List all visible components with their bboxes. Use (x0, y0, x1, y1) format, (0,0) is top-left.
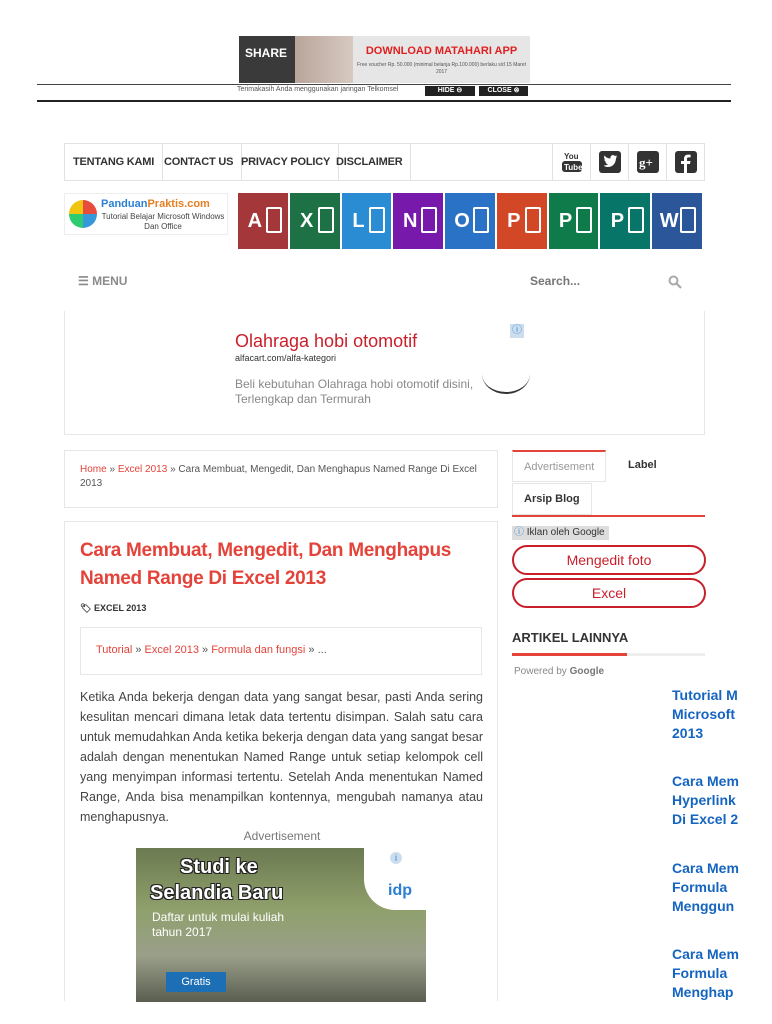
article-title: Cara Membuat, Mengedit, Dan Menghapus Named Range Di Excel 2013 (80, 540, 452, 589)
advert-gratis-button[interactable]: Gratis (166, 972, 226, 992)
related-heading: ARTIKEL LAINNYA (512, 630, 629, 645)
article-label[interactable] (80, 603, 146, 614)
search-input[interactable] (530, 274, 660, 288)
tutorial-crumb-ellipsis: ... (317, 644, 327, 656)
top-ad-banner[interactable] (239, 36, 530, 83)
office-app-tile (445, 193, 497, 249)
related-line: Formula (672, 879, 728, 895)
ads-by-google-text: Iklan oleh Google (526, 527, 605, 538)
document-icon (266, 207, 282, 233)
logo-mark (69, 200, 97, 228)
related-article-4[interactable] (672, 945, 772, 1000)
breadcrumb-separator: » (167, 464, 179, 475)
office-app-tile (652, 193, 704, 249)
idp-logo (364, 848, 426, 910)
office-app-letter: P (558, 209, 573, 232)
site-logo[interactable] (64, 193, 228, 235)
ad-info-icon[interactable]: ⓘ (512, 325, 522, 336)
nav-tentang-kami[interactable]: TENTANG KAMI (65, 144, 163, 180)
ads-by-google[interactable] (512, 526, 609, 540)
divider-accent (512, 653, 627, 656)
document-icon (680, 207, 696, 233)
office-app-letter: A (247, 209, 263, 232)
article-body: Ketika Anda bekerja dengan data yang sangat besar, pasti Anda sering kesulitan mencari dimana letak data tertentu disimpan. Salah satu cara untuk memudahkan Anda ketika bekerja dengan data yang sangat besar adalah dengan menentukan Named Range untuk setiap kelompok cell yang menyimpan informasi tertentu. Setelah Anda menentukan Named Range, Anda bisa menampilkan kontennya, mengubah namanya atau menghapusnya. (80, 690, 483, 824)
divider (37, 84, 731, 85)
office-app-tile (600, 193, 652, 249)
hide-label: HIDE (437, 87, 455, 94)
ad-description: Beli kebutuhan Olahraga hobi otomotif disini, Terlengkap dan Termurah (235, 377, 474, 406)
related-line: Microsoft (672, 706, 735, 722)
logo-name: PanduanPraktis.com (101, 198, 210, 210)
related-article-2[interactable] (672, 772, 772, 829)
related-line: Cara Mem (672, 860, 739, 876)
related-line: Di Excel 2 (672, 811, 739, 827)
hide-button[interactable]: HIDE ⊖ (425, 86, 475, 96)
office-app-tile (497, 193, 549, 249)
document-icon (628, 207, 644, 233)
document-icon (525, 207, 541, 233)
document-icon (473, 207, 489, 233)
svg-text:g+: g+ (638, 155, 653, 170)
breadcrumb-category[interactable]: Excel 2013 (117, 464, 168, 475)
powered-brand: Google (569, 666, 605, 677)
top-text-ad[interactable] (64, 311, 705, 435)
related-article-1[interactable] (672, 686, 772, 743)
tutorial-crumb-tutorial[interactable]: Tutorial (96, 644, 133, 656)
facebook-icon[interactable] (666, 144, 704, 180)
inline-advertisement[interactable] (136, 848, 426, 1002)
office-app-tile (290, 193, 342, 249)
related-line: Cara Mem (672, 773, 739, 789)
related-line: 2013 (672, 725, 704, 741)
related-article-3[interactable] (672, 859, 772, 916)
office-app-letter: N (403, 209, 418, 232)
tutorial-breadcrumb: Tutorial » Excel 2013 » Formula dan fungsi » ... (80, 627, 482, 675)
office-app-letter: P (507, 209, 521, 232)
youtube-icon[interactable] (552, 144, 590, 180)
advert-subtitle: Daftar untuk mulai kuliah tahun 2017 (152, 910, 285, 939)
nav-privacy-policy[interactable]: PRIVACY POLICY (233, 144, 339, 180)
logo-tagline: Tutorial Belajar Microsoft Windows Dan Office (101, 212, 225, 231)
office-app-letter: W (659, 209, 679, 232)
banner-photo (295, 36, 353, 83)
office-app-tile (238, 193, 290, 249)
breadcrumb-current: Cara Membuat, Mengedit, Dan Menghapus Named Range Di Excel 2013 (80, 464, 477, 489)
banner-share-label: SHARE (239, 36, 295, 83)
office-app-letter: L (352, 209, 365, 232)
advert-headline-1: Studi ke (180, 856, 258, 878)
related-line: Menggun (672, 898, 735, 914)
tag-icon: 🏷 (80, 603, 92, 613)
breadcrumb-home[interactable]: Home (80, 464, 107, 475)
menu-icon: ☰ (78, 274, 89, 288)
nav-disclaimer[interactable]: DISCLAIMER (328, 144, 411, 180)
idp-logo-text: idp (388, 882, 412, 899)
advert-headline-2: Selandia Baru (150, 882, 284, 904)
banner-subtitle: Free voucher Rp. 50.000 (minimal belanja Rp.100.000) berlaku s/d 15 Maret 2017 (357, 62, 526, 75)
ad-link-mengedit-foto[interactable]: Mengedit foto (512, 545, 706, 575)
breadcrumb (64, 450, 498, 508)
ad-title[interactable]: Olahraga hobi otomotif (235, 331, 418, 351)
tab-arsip-blog[interactable]: Arsip Blog (512, 483, 592, 515)
tab-advertisement[interactable]: Advertisement (512, 450, 606, 482)
tutorial-crumb-formula[interactable]: Formula dan fungsi (211, 644, 306, 656)
related-line: Hyperlink (672, 792, 736, 808)
document-icon (421, 207, 437, 233)
office-app-letter: X (300, 209, 314, 232)
twitter-icon[interactable] (590, 144, 628, 180)
ad-info-icon[interactable]: i (390, 852, 402, 864)
banner-title: DOWNLOAD MATAHARI APP (365, 45, 518, 57)
tab-label[interactable]: Label (628, 459, 657, 471)
advertisement-label: Advertisement (243, 829, 321, 843)
related-line: Formula (672, 965, 728, 981)
powered-by-google (514, 666, 604, 677)
menu-button[interactable] (78, 274, 127, 288)
tab-underline (512, 515, 705, 517)
related-line: Tutorial M (672, 687, 738, 703)
menu-label: MENU (92, 274, 128, 288)
document-icon (369, 207, 385, 233)
office-app-tile (549, 193, 601, 249)
info-icon: ⓘ (514, 527, 524, 538)
google-plus-icon[interactable] (628, 144, 666, 180)
office-app-letter: O (454, 209, 470, 232)
svg-text:You: You (563, 152, 579, 161)
office-app-letter: P (610, 209, 625, 232)
office-app-tile (342, 193, 394, 249)
document-icon (318, 207, 334, 233)
divider (37, 100, 731, 102)
office-banner (238, 193, 704, 249)
related-line: Cara Mem (672, 946, 739, 962)
ad-url[interactable]: alfacart.com/alfa-kategori (235, 353, 337, 363)
close-label: CLOSE (487, 87, 512, 94)
article-label-text: EXCEL 2013 (93, 603, 147, 613)
document-icon (576, 207, 592, 233)
powered-by-text: Powered by (514, 666, 567, 677)
office-app-tile (393, 193, 445, 249)
ad-link-excel[interactable]: Excel (512, 578, 706, 608)
related-line: Menghap (672, 984, 734, 1000)
search-icon[interactable] (668, 275, 682, 294)
ad-arrow-icon[interactable] (482, 354, 530, 394)
top-nav (64, 143, 705, 181)
tutorial-crumb-excel[interactable]: Excel 2013 (144, 644, 199, 656)
article (64, 521, 498, 1001)
breadcrumb-separator: » (106, 464, 118, 475)
nav-contact-us[interactable]: CONTACT US (156, 144, 242, 180)
close-button[interactable]: CLOSE ⊗ (479, 86, 528, 96)
carrier-notice: Terimakasih Anda menggunakan jaringan Telkomsel (237, 86, 399, 93)
svg-text:Tube: Tube (563, 163, 583, 172)
